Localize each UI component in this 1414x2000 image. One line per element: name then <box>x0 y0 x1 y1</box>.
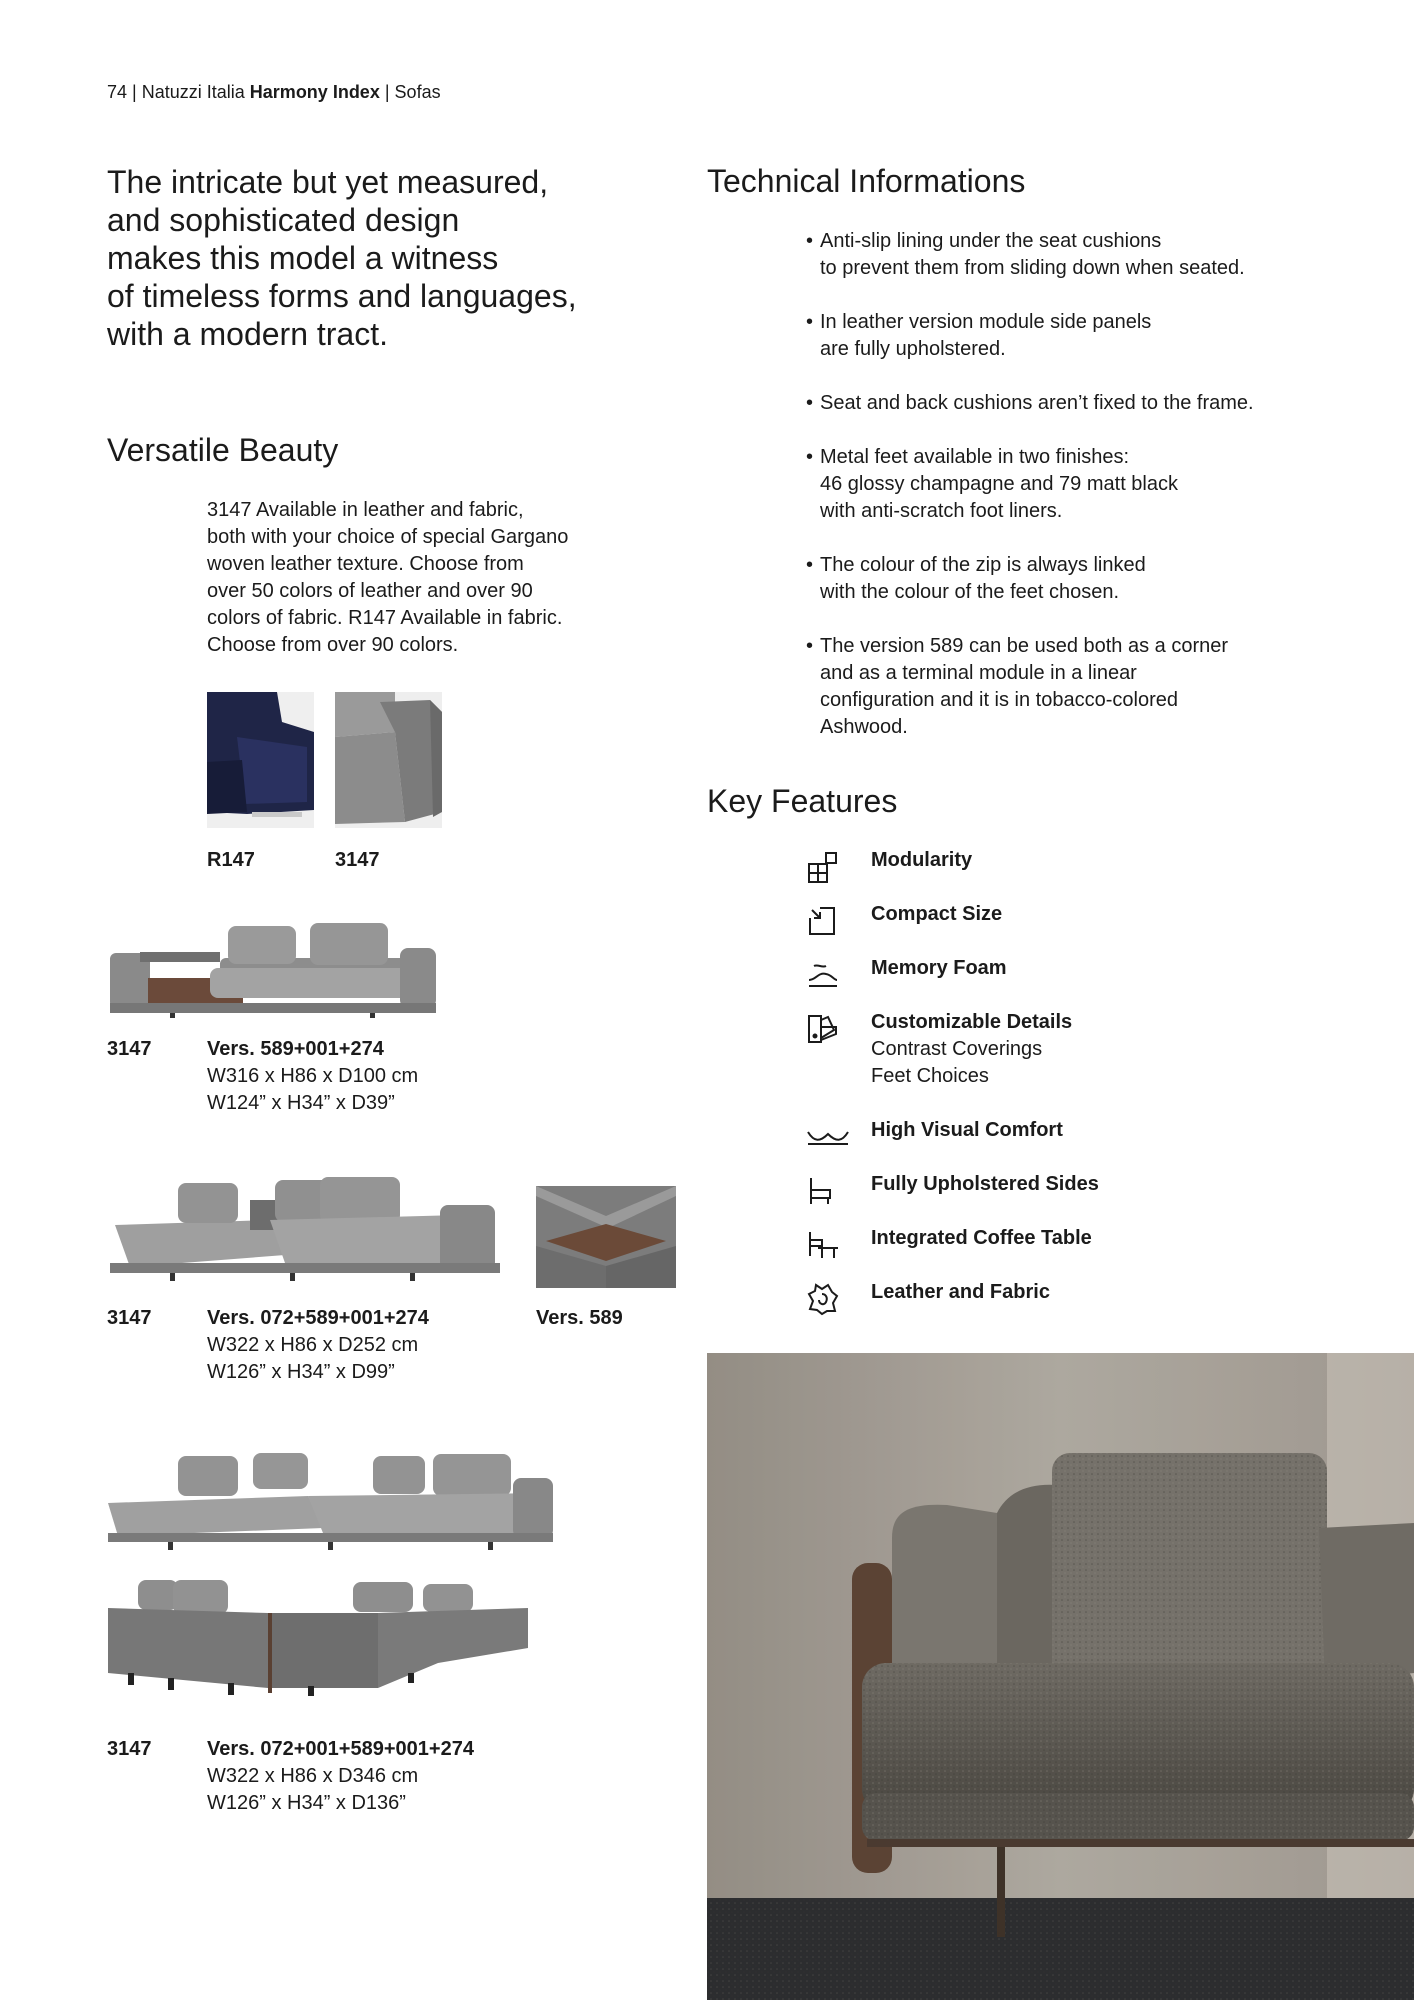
swatch-label-r147: R147 <box>207 849 255 871</box>
versatile-line: woven leather texture. Choose from <box>207 553 524 575</box>
header-separator: | <box>384 82 395 102</box>
swatch-image-3147 <box>335 692 442 828</box>
bullet-line: configuration and it is in tobacco-colored <box>820 689 1178 711</box>
sofa-image-vers-589-001-274 <box>110 918 436 1018</box>
version-dimensions-metric: W322 x H86 x D252 cm <box>207 1334 419 1356</box>
intro-line: The intricate but yet measured, <box>107 164 549 200</box>
memory-foam-icon <box>806 958 840 992</box>
bullet-line: • The colour of the zip is always linked <box>820 554 1146 576</box>
feature-integrated-coffee-table <box>806 1225 1366 1265</box>
versatile-line: over 50 colors of leather and over 90 <box>207 580 533 602</box>
version-dimensions-imperial: W126” x H34” x D99” <box>207 1361 395 1383</box>
swatch-label-3147: 3147 <box>335 849 380 871</box>
detail-image-vers-589 <box>536 1186 676 1288</box>
intro-line: of timeless forms and languages, <box>107 278 577 314</box>
version-code: 3147 <box>107 1307 152 1329</box>
feature-compact-size <box>806 901 1366 941</box>
technical-bullet <box>806 390 1396 417</box>
bullet-line: with the colour of the feet chosen. <box>820 581 1120 603</box>
lifestyle-photo <box>707 1353 1414 2000</box>
bullet-line: • The version 589 can be used both as a corner <box>820 635 1229 657</box>
version-title: Vers. 072+589+001+274 <box>207 1307 429 1329</box>
versatile-title: Versatile Beauty <box>107 432 339 468</box>
visual-comfort-icon <box>806 1120 850 1154</box>
bullet-line: and as a terminal module in a linear <box>820 662 1137 684</box>
technical-bullet <box>806 552 1396 606</box>
header-collection: Harmony Index <box>249 82 380 102</box>
feature-label: Leather and Fabric <box>871 1281 1050 1303</box>
versatile-line: both with your choice of special Gargano <box>207 526 569 548</box>
versatile-description <box>207 497 568 659</box>
modularity-icon <box>806 850 840 884</box>
key-features-title: Key Features <box>707 783 898 819</box>
version-dimensions-imperial: W124” x H34” x D39” <box>207 1092 395 1114</box>
compact-size-icon <box>806 904 840 938</box>
header-section: Sofas <box>394 82 441 102</box>
versatile-line: Choose from over 90 colors. <box>207 634 459 656</box>
intro-line: with a modern tract. <box>107 316 388 352</box>
feature-label: Memory Foam <box>871 957 1007 979</box>
version-dimensions-imperial: W126” x H34” x D136” <box>207 1792 406 1814</box>
bullet-line: • In leather version module side panels <box>820 311 1152 333</box>
intro-line: and sophisticated design <box>107 202 460 238</box>
sofa-image-vers-072-001-589-001-274-back <box>108 1578 528 1698</box>
bullet-line: • Metal feet available in two finishes: <box>820 446 1130 468</box>
feature-label-title: Customizable Details <box>871 1011 1073 1033</box>
intro-text <box>107 163 627 353</box>
feature-label: High Visual Comfort <box>871 1119 1063 1141</box>
sofa-image-vers-072-589-001-274 <box>110 1175 510 1290</box>
version-dimensions-metric: W316 x H86 x D100 cm <box>207 1065 419 1087</box>
feature-sub-label: Contrast Coverings <box>871 1038 1043 1060</box>
bullet-line: Ashwood. <box>820 716 908 738</box>
feature-label: Compact Size <box>871 903 1003 925</box>
feature-customizable-details <box>806 1009 1366 1104</box>
page-number: 74 <box>107 82 128 102</box>
bullet-line: 46 glossy champagne and 79 matt black <box>820 473 1178 495</box>
bullet-line: to prevent them from sliding down when seated. <box>820 257 1245 279</box>
sofa-image-vers-072-001-589-001-274-front <box>108 1448 554 1553</box>
version-specs <box>207 1736 474 1817</box>
bullet-line: with anti-scratch foot liners. <box>820 500 1063 522</box>
bullet-line: are fully upholstered. <box>820 338 1006 360</box>
version-title: Vers. 072+001+589+001+274 <box>207 1738 474 1760</box>
feature-label <box>871 1009 1072 1090</box>
technical-title: Technical Informations <box>707 163 1026 199</box>
feature-modularity <box>806 847 1366 887</box>
technical-bullets <box>806 228 1396 768</box>
technical-bullet <box>806 309 1396 363</box>
feature-leather-and-fabric <box>806 1279 1366 1319</box>
intro-line: makes this model a witness <box>107 240 499 276</box>
feature-memory-foam <box>806 955 1366 995</box>
version-code: 3147 <box>107 1738 152 1760</box>
feature-fully-upholstered-sides <box>806 1171 1366 1211</box>
bullet-line: • Anti-slip lining under the seat cushions <box>820 230 1162 252</box>
version-dimensions-metric: W322 x H86 x D346 cm <box>207 1765 419 1787</box>
bullet-line: • Seat and back cushions aren’t fixed to the frame. <box>820 392 1254 414</box>
version-specs <box>207 1305 429 1386</box>
version-specs <box>207 1036 418 1117</box>
feature-sub-label: Feet Choices <box>871 1065 989 1087</box>
header-brand: Natuzzi Italia <box>141 82 245 102</box>
feature-label: Integrated Coffee Table <box>871 1227 1092 1249</box>
upholstered-sides-icon <box>806 1174 840 1208</box>
customizable-details-icon <box>806 1012 840 1046</box>
feature-label: Fully Upholstered Sides <box>871 1173 1099 1195</box>
version-title: Vers. 589+001+274 <box>207 1038 384 1060</box>
coffee-table-icon <box>806 1228 840 1262</box>
technical-bullet <box>806 228 1396 282</box>
versatile-line: colors of fabric. R147 Available in fabric. <box>207 607 563 629</box>
feature-high-visual-comfort <box>806 1117 1366 1157</box>
version-code: 3147 <box>107 1038 152 1060</box>
feature-label: Modularity <box>871 849 973 871</box>
detail-label: Vers. 589 <box>536 1307 623 1329</box>
swatch-image-r147 <box>207 692 314 828</box>
versatile-line: 3147 Available in leather and fabric, <box>207 499 524 521</box>
leather-fabric-icon <box>806 1282 840 1316</box>
technical-bullet <box>806 444 1396 525</box>
page-header <box>107 82 441 103</box>
header-separator: | <box>132 82 142 102</box>
technical-bullet <box>806 633 1396 741</box>
